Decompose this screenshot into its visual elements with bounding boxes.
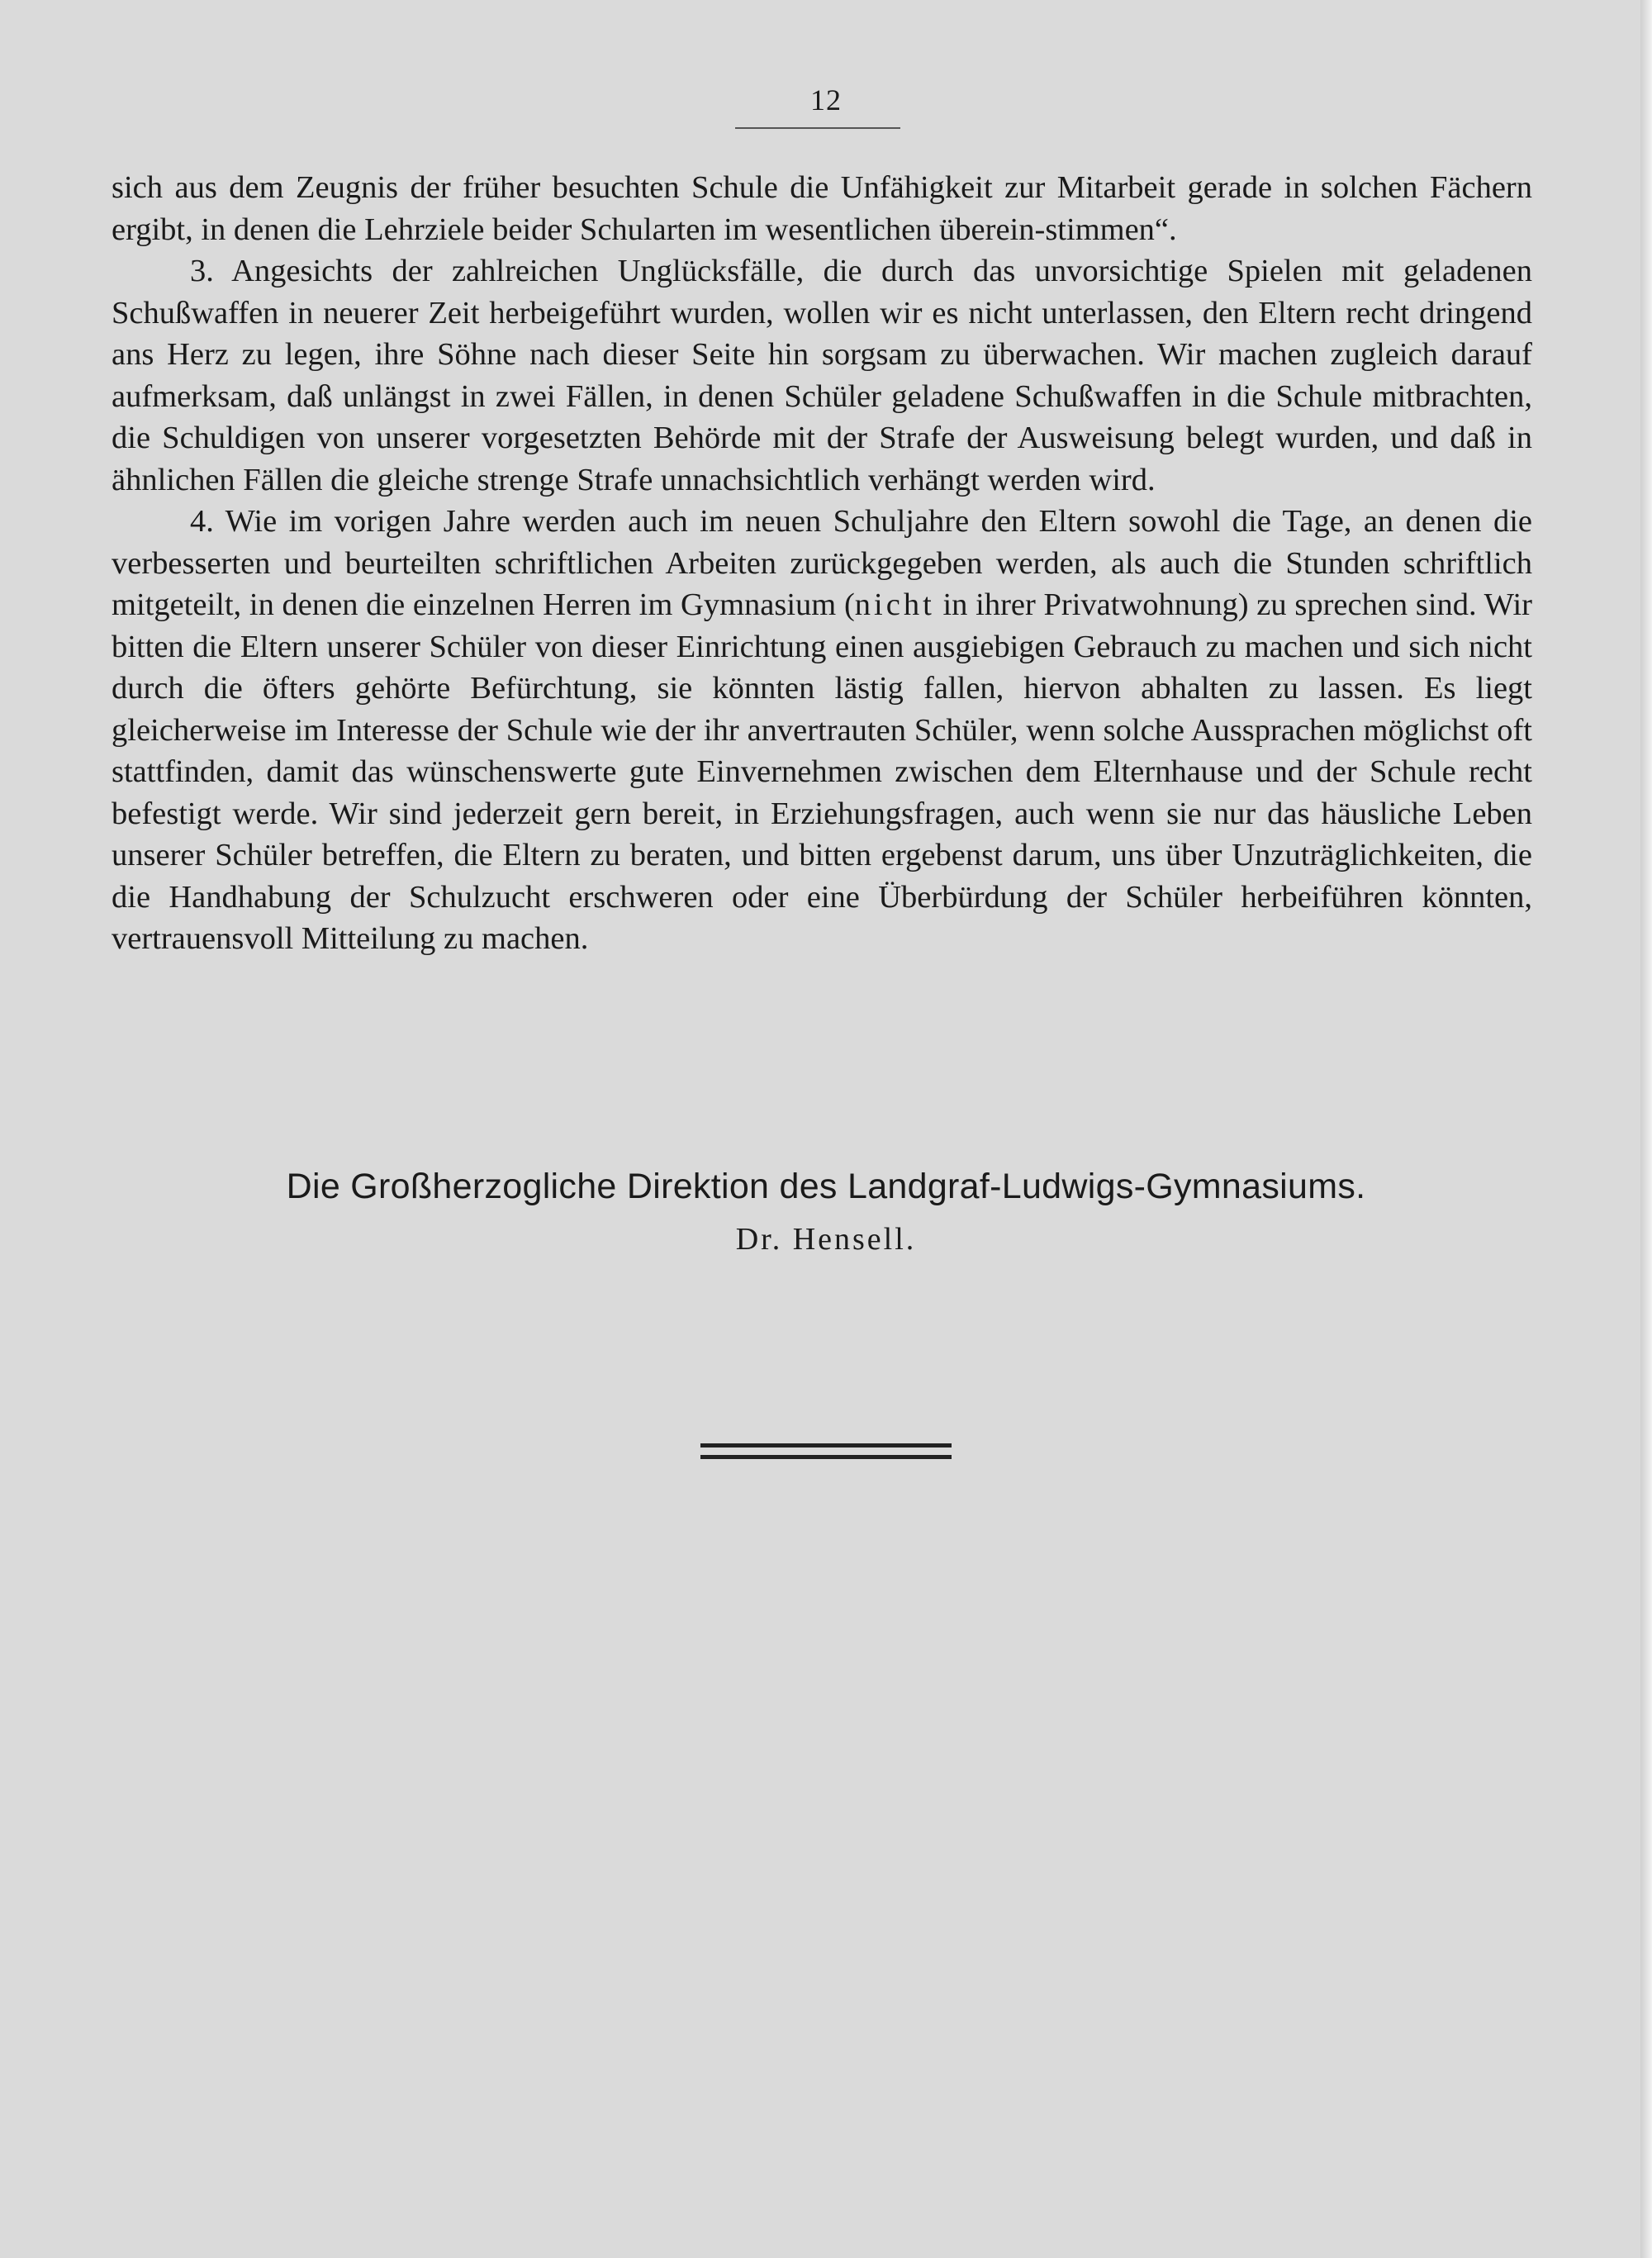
body-text [112,167,1532,960]
section-divider [700,1443,952,1463]
paragraph-4-text-b: in ihrer Privatwohnung) zu sprechen sind. Wir bitten die Eltern unserer Schüler von dieser Einrichtung einen ausgiebigen Gebrauch zu machen und sich nicht durch die öfters gehörte Befürchtung, sie könnten lästig fallen, hiervon abhalten zu lassen. Es liegt gleicherweise im Interesse der Schule wie der ihr anvertrauten Schüler, wenn solche Aussprachen möglichst oft stattfinden, damit das wünschenswerte gute Einvernehmen zwischen dem Elternhause und der Schule recht befestigt werde. Wir sind jederzeit gern bereit, in Erziehungsfragen, auch wenn sie nur das häusliche Leben unserer Schüler betreffen, die Eltern zu beraten, und bitten ergebenst darum, uns über Unzuträglichkeiten, die die Handhabung der Schulzucht erschweren oder eine Überbürdung der Schüler herbeiführen könnten, vertrauensvoll Mitteilung zu machen. [112,587,1532,956]
paragraph-continuation: sich aus dem Zeugnis der früher besuchten Schule die Unfähigkeit zur Mitarbeit gerade in solchen Fächern ergibt, in denen die Lehrziele beider Schularten im wesentlichen überein-stimmen“. [112,170,1532,247]
page-number-underline [735,127,900,129]
signature-organization: Die Großherzogliche Direktion des Landgraf-Ludwigs-Gymnasiums. [286,1167,1366,1206]
divider-line-top [700,1443,952,1447]
paragraph-3-firearms: 3. Angesichts der zahlreichen Unglücksfälle, die durch das unvorsichtige Spielen mit geladenen Schußwaffen in neuerer Zeit herbeigeführt wurden, wollen wir es nicht unterlassen, den Eltern recht dringend ans Herz zu legen, ihre Söhne nach dieser Seite hin sorgsam zu überwachen. Wir machen zugleich darauf aufmerksam, daß unlängst in zwei Fällen, in denen Schüler geladene Schußwaffen in die Schule mitbrachten, die Schuldigen von unserer vorgesetzten Behörde mit der Strafe der Ausweisung belegt wurden, und daß in ähnlichen Fällen die gleiche strenge Strafe unnachsichtlich verhängt werden wird. [112,254,1532,497]
paragraph-4-text-a: 4. Wie im vorigen Jahre werden auch im neuen Schuljahre den Eltern sowohl die Tage, an denen die verbesserten und beurteilten schriftlichen Arbeiten zurückgegeben werden, als auch die Stunden schriftlich mitgeteilt, in denen die einzelnen Herren im Gymnasium ( [112,504,1532,622]
paragraph-4-consultation-hours [112,501,1532,960]
divider-line-bottom [700,1455,952,1459]
page-number: 12 [810,83,842,116]
paragraph-4-emphasis: nicht [854,587,935,622]
signature-name: Dr. Hensell. [735,1222,917,1257]
page-edge [1640,0,1652,2258]
